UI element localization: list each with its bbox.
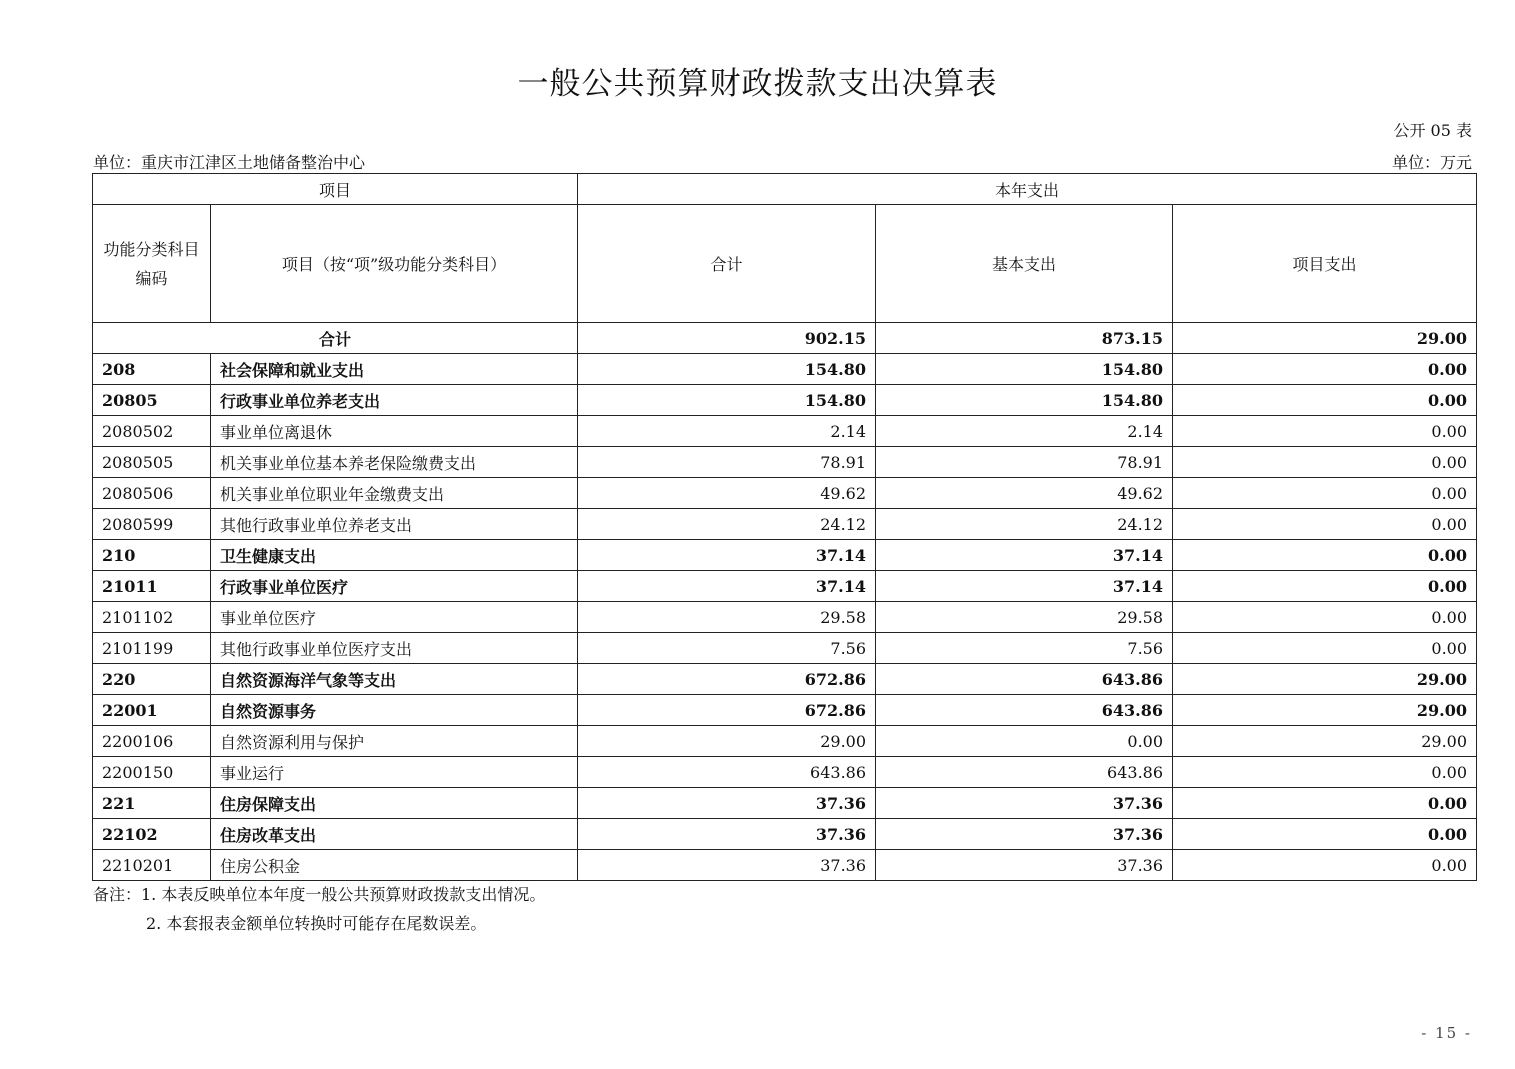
row-total: 29.00 bbox=[578, 726, 876, 757]
total-label: 合计 bbox=[93, 323, 578, 354]
table-row bbox=[93, 695, 1477, 726]
row-total: 49.62 bbox=[578, 478, 876, 509]
row-basic: 29.58 bbox=[876, 602, 1173, 633]
row-project: 0.00 bbox=[1173, 354, 1477, 385]
row-total: 672.86 bbox=[578, 664, 876, 695]
row-code: 2210201 bbox=[93, 850, 211, 881]
row-code: 20805 bbox=[93, 385, 211, 416]
row-project: 0.00 bbox=[1173, 478, 1477, 509]
row-total: 37.14 bbox=[578, 571, 876, 602]
row-name: 事业运行 bbox=[211, 757, 578, 788]
table-row bbox=[93, 478, 1477, 509]
table-row bbox=[93, 757, 1477, 788]
notes bbox=[93, 880, 545, 938]
row-total: 37.14 bbox=[578, 540, 876, 571]
table-row bbox=[93, 571, 1477, 602]
row-project: 0.00 bbox=[1173, 571, 1477, 602]
row-name: 住房保障支出 bbox=[211, 788, 578, 819]
row-project: 0.00 bbox=[1173, 602, 1477, 633]
row-total: 37.36 bbox=[578, 819, 876, 850]
total-project: 29.00 bbox=[1173, 323, 1477, 354]
header-row-top bbox=[93, 174, 1477, 205]
header-project: 项目 bbox=[93, 174, 578, 205]
row-name: 行政事业单位医疗 bbox=[211, 571, 578, 602]
note-line-2: 2. 本套报表金额单位转换时可能存在尾数误差。 bbox=[146, 914, 487, 933]
row-basic: 7.56 bbox=[876, 633, 1173, 664]
table-row bbox=[93, 850, 1477, 881]
row-project: 29.00 bbox=[1173, 726, 1477, 757]
row-basic: 37.14 bbox=[876, 571, 1173, 602]
row-basic: 154.80 bbox=[876, 385, 1173, 416]
row-basic: 154.80 bbox=[876, 354, 1173, 385]
row-code: 2101102 bbox=[93, 602, 211, 633]
table-row bbox=[93, 602, 1477, 633]
row-project: 29.00 bbox=[1173, 695, 1477, 726]
form-number: 公开 05 表 bbox=[1393, 121, 1472, 140]
table-row bbox=[93, 354, 1477, 385]
table-row bbox=[93, 385, 1477, 416]
row-project: 0.00 bbox=[1173, 416, 1477, 447]
row-name: 卫生健康支出 bbox=[211, 540, 578, 571]
header-current-year: 本年支出 bbox=[578, 174, 1477, 205]
row-name: 社会保障和就业支出 bbox=[211, 354, 578, 385]
table-row bbox=[93, 788, 1477, 819]
row-total: 37.36 bbox=[578, 850, 876, 881]
row-basic: 37.36 bbox=[876, 819, 1173, 850]
row-code: 2200150 bbox=[93, 757, 211, 788]
row-code: 221 bbox=[93, 788, 211, 819]
row-name: 住房公积金 bbox=[211, 850, 578, 881]
total-row bbox=[93, 323, 1477, 354]
row-name: 其他行政事业单位医疗支出 bbox=[211, 633, 578, 664]
row-total: 78.91 bbox=[578, 447, 876, 478]
page-number: - 15 - bbox=[1421, 1024, 1472, 1042]
table-row bbox=[93, 447, 1477, 478]
header-total: 合计 bbox=[578, 205, 876, 323]
table-row bbox=[93, 726, 1477, 757]
row-name: 住房改革支出 bbox=[211, 819, 578, 850]
row-project: 0.00 bbox=[1173, 447, 1477, 478]
header-row-columns bbox=[93, 205, 1477, 323]
expenditure-table bbox=[92, 173, 1477, 881]
row-basic: 49.62 bbox=[876, 478, 1173, 509]
row-basic: 643.86 bbox=[876, 757, 1173, 788]
row-code: 2080599 bbox=[93, 509, 211, 540]
row-total: 2.14 bbox=[578, 416, 876, 447]
row-project: 0.00 bbox=[1173, 633, 1477, 664]
row-name: 机关事业单位职业年金缴费支出 bbox=[211, 478, 578, 509]
row-basic: 643.86 bbox=[876, 695, 1173, 726]
row-code: 210 bbox=[93, 540, 211, 571]
row-name: 事业单位医疗 bbox=[211, 602, 578, 633]
row-name: 事业单位离退休 bbox=[211, 416, 578, 447]
header-code: 功能分类科目编码 bbox=[93, 205, 211, 323]
row-name: 自然资源事务 bbox=[211, 695, 578, 726]
row-code: 208 bbox=[93, 354, 211, 385]
currency-unit: 单位：万元 bbox=[1391, 153, 1472, 172]
row-total: 7.56 bbox=[578, 633, 876, 664]
row-code: 2101199 bbox=[93, 633, 211, 664]
row-total: 37.36 bbox=[578, 788, 876, 819]
row-code: 2080506 bbox=[93, 478, 211, 509]
row-code: 220 bbox=[93, 664, 211, 695]
row-name: 机关事业单位基本养老保险缴费支出 bbox=[211, 447, 578, 478]
total-basic: 873.15 bbox=[876, 323, 1173, 354]
table-row bbox=[93, 416, 1477, 447]
row-code: 2080502 bbox=[93, 416, 211, 447]
row-total: 24.12 bbox=[578, 509, 876, 540]
row-name: 其他行政事业单位养老支出 bbox=[211, 509, 578, 540]
row-project: 0.00 bbox=[1173, 788, 1477, 819]
row-code: 22001 bbox=[93, 695, 211, 726]
row-basic: 24.12 bbox=[876, 509, 1173, 540]
row-project: 0.00 bbox=[1173, 757, 1477, 788]
table-row bbox=[93, 819, 1477, 850]
row-project: 0.00 bbox=[1173, 819, 1477, 850]
row-total: 672.86 bbox=[578, 695, 876, 726]
row-name: 自然资源利用与保护 bbox=[211, 726, 578, 757]
row-basic: 643.86 bbox=[876, 664, 1173, 695]
row-project: 0.00 bbox=[1173, 850, 1477, 881]
table-row bbox=[93, 509, 1477, 540]
note-line-1: 备注：1. 本表反映单位本年度一般公共预算财政拨款支出情况。 bbox=[93, 885, 546, 904]
row-total: 154.80 bbox=[578, 354, 876, 385]
row-basic: 37.36 bbox=[876, 850, 1173, 881]
row-basic: 37.14 bbox=[876, 540, 1173, 571]
reporting-unit: 单位：重庆市江津区土地储备整治中心 bbox=[93, 153, 366, 172]
row-code: 21011 bbox=[93, 571, 211, 602]
row-total: 154.80 bbox=[578, 385, 876, 416]
table-row bbox=[93, 540, 1477, 571]
document-title: 一般公共预算财政拨款支出决算表 bbox=[517, 66, 998, 102]
row-project: 0.00 bbox=[1173, 385, 1477, 416]
row-code: 22102 bbox=[93, 819, 211, 850]
row-name: 自然资源海洋气象等支出 bbox=[211, 664, 578, 695]
row-project: 0.00 bbox=[1173, 509, 1477, 540]
total-amount: 902.15 bbox=[578, 323, 876, 354]
row-basic: 78.91 bbox=[876, 447, 1173, 478]
row-project: 29.00 bbox=[1173, 664, 1477, 695]
row-code: 2080505 bbox=[93, 447, 211, 478]
row-project: 0.00 bbox=[1173, 540, 1477, 571]
row-basic: 2.14 bbox=[876, 416, 1173, 447]
row-basic: 0.00 bbox=[876, 726, 1173, 757]
header-item-name: 项目（按“项”级功能分类科目） bbox=[211, 205, 578, 323]
row-total: 643.86 bbox=[578, 757, 876, 788]
table-row bbox=[93, 633, 1477, 664]
row-total: 29.58 bbox=[578, 602, 876, 633]
header-project-exp: 项目支出 bbox=[1173, 205, 1477, 323]
row-basic: 37.36 bbox=[876, 788, 1173, 819]
header-basic: 基本支出 bbox=[876, 205, 1173, 323]
table-row bbox=[93, 664, 1477, 695]
row-code: 2200106 bbox=[93, 726, 211, 757]
row-name: 行政事业单位养老支出 bbox=[211, 385, 578, 416]
